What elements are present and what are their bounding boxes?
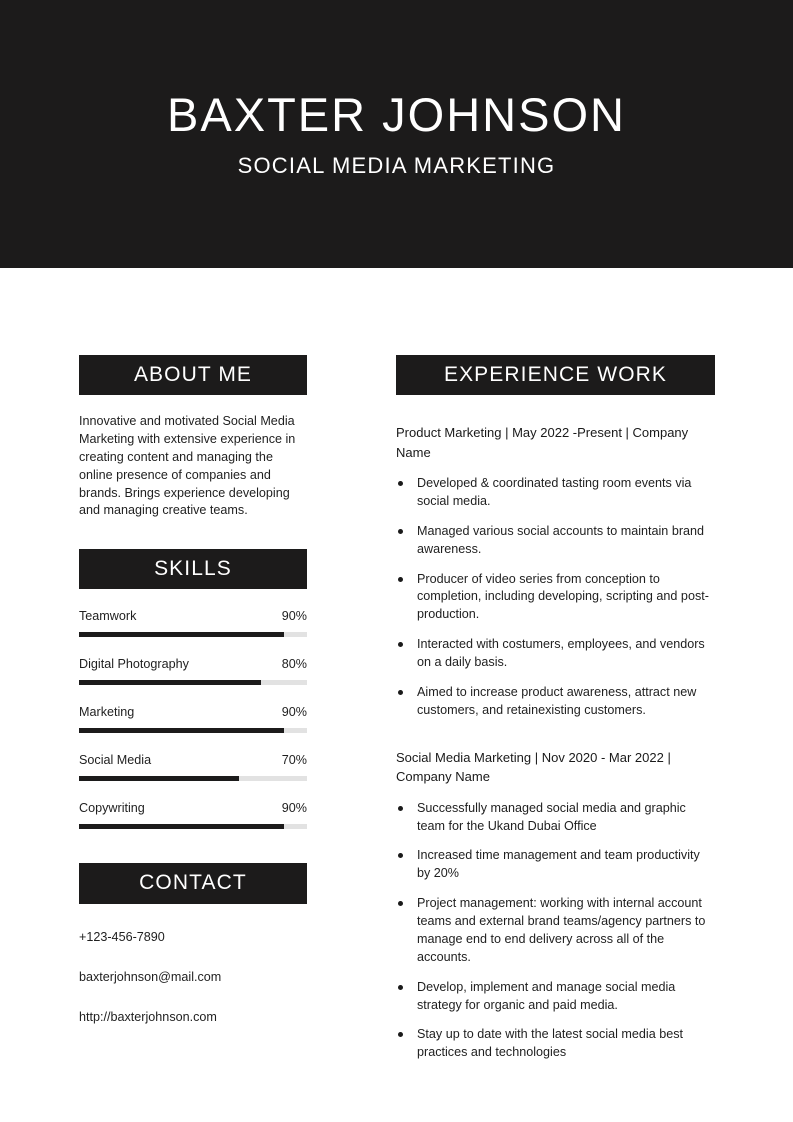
job-bullet: Increased time management and team productivity by 20% — [396, 847, 715, 883]
skill-label: Copywriting — [79, 801, 145, 816]
job-heading: Social Media Marketing | Nov 2020 - Mar 2022 | Company Name — [396, 749, 671, 785]
skill-fill — [79, 632, 284, 637]
skill-row — [79, 801, 307, 815]
left-column — [79, 355, 307, 1024]
job-bullet: Develop, implement and manage social media strategy for organic and paid media. — [396, 979, 715, 1015]
skill-value: 80% — [281, 657, 307, 672]
skill-track — [79, 776, 307, 781]
about-text: Innovative and motivated Social Media Marketing with extensive experience in creating content and managing the online presence of companies and brands. Brings experience developing and managing creative teams. — [79, 414, 296, 518]
candidate-role: SOCIAL MEDIA MARKETING — [237, 152, 556, 178]
skill-item — [79, 753, 307, 781]
experience-job — [396, 748, 715, 1063]
skill-label: Social Media — [79, 753, 152, 768]
job-bullet: Successfully managed social media and graphic team for the Ukand Dubai Office — [396, 800, 715, 836]
header-banner — [0, 0, 793, 268]
job-bullet: Managed various social accounts to maintain brand awareness. — [396, 523, 715, 559]
skill-row — [79, 753, 307, 767]
contact-section-title: CONTACT — [79, 863, 307, 903]
job-bullet: Project management: working with internal account teams and external brand teams/agency partners to manage end to end delivery across all of the accounts. — [396, 895, 715, 967]
contact-website[interactable]: http://baxterjohnson.com — [79, 1009, 217, 1024]
skill-fill — [79, 728, 284, 733]
about-section-title: ABOUT ME — [79, 355, 307, 395]
job-bullet: Stay up to date with the latest social media best practices and technologies — [396, 1026, 715, 1062]
skill-value: 70% — [281, 753, 307, 768]
right-column — [396, 355, 715, 1074]
skill-label: Digital Photography — [79, 657, 189, 672]
experience-section-title: EXPERIENCE WORK — [396, 355, 715, 395]
skill-item — [79, 705, 307, 733]
skill-fill — [79, 776, 239, 781]
contact-email[interactable]: baxterjohnson@mail.com — [79, 969, 222, 984]
skill-label: Teamwork — [79, 609, 137, 624]
skill-row — [79, 657, 307, 671]
job-heading: Product Marketing | May 2022 -Present | Company Name — [396, 425, 689, 460]
job-bullet: Aimed to increase product awareness, attract new customers, and retainexisting customers. — [396, 684, 715, 720]
skill-fill — [79, 824, 284, 829]
skill-item — [79, 657, 307, 685]
skill-value: 90% — [281, 705, 307, 720]
job-bullets — [396, 800, 715, 1063]
skill-value: 90% — [281, 801, 307, 816]
job-bullet: Producer of video series from conception to completion, including developing, scripting and post-production. — [396, 571, 715, 625]
job-bullet: Developed & coordinated tasting room events via social media. — [396, 475, 715, 511]
skill-row — [79, 705, 307, 719]
skill-track — [79, 824, 307, 829]
job-bullets — [396, 475, 715, 720]
skill-fill — [79, 680, 261, 685]
job-bullet: Interacted with costumers, employees, and vendors on a daily basis. — [396, 636, 715, 672]
skill-row — [79, 609, 307, 623]
skill-item — [79, 801, 307, 829]
contact-section — [79, 863, 307, 1023]
contact-phone[interactable]: +123-456-7890 — [79, 929, 165, 944]
skill-track — [79, 728, 307, 733]
skills-section-title: SKILLS — [79, 549, 307, 589]
skill-label: Marketing — [79, 705, 135, 720]
skill-item — [79, 609, 307, 637]
skills-section — [79, 549, 307, 829]
skill-track — [79, 632, 307, 637]
skill-track — [79, 680, 307, 685]
experience-job — [396, 423, 715, 720]
candidate-name: BAXTER JOHNSON — [167, 88, 626, 142]
skill-value: 90% — [281, 609, 307, 624]
